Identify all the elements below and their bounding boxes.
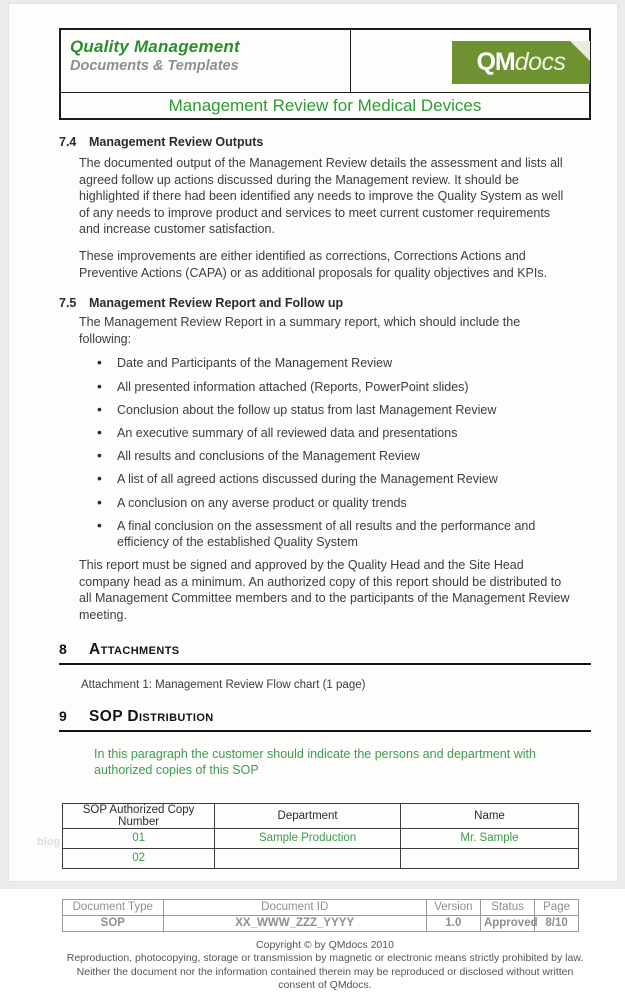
document-title: Management Review for Medical Devices <box>168 95 482 115</box>
table-header-row <box>63 803 579 828</box>
brand-cell <box>61 30 351 92</box>
logo-docs-text: docs <box>514 48 566 76</box>
bullet-list <box>59 355 591 550</box>
section-8-heading <box>59 641 591 665</box>
table-cell: 01 <box>63 828 215 848</box>
section-number: 7.5 <box>59 296 77 311</box>
table-header-row <box>63 899 579 915</box>
table-cell <box>215 848 401 868</box>
document-page <box>8 3 618 992</box>
column-header: SOP Authorized Copy Number <box>63 803 215 828</box>
column-header: Page <box>535 899 579 915</box>
paragraph: These improvements are either identified as corrections, Corrections Actions and Preventive Actions (CAPA) or as additional proposals for quality objectives and KPIs. <box>79 248 548 280</box>
section-title: Management Review Outputs <box>89 135 264 149</box>
legal-text: Reproduction, photocopying, storage or transmission by magnetic or electronic means strictly prohibited by law. Neither the document nor the information contained therein may be reproduced or disclosed without written consent of QMdocs. <box>66 952 584 992</box>
brand-subtitle: Documents & Templates <box>70 58 239 74</box>
list-item: • Date and Participants of the Management Review <box>117 355 571 371</box>
list-item: • An executive summary of all reviewed data and presentations <box>117 425 571 441</box>
section-title: SOP Distribution <box>89 707 214 725</box>
table-cell <box>400 848 578 868</box>
copyright-line: Copyright © by QMdocs 2010 <box>256 938 394 951</box>
table-cell: SOP <box>63 915 164 931</box>
column-header: Department <box>215 803 401 828</box>
paragraph: The documented output of the Management Review details the assessment and lists all agreed follow up actions discussed during the Management review. It should be highlighted if there had been identified any needs to improve the Quality System as well of any needs to improve product and services to meet current customer requirements and increase customer satisfaction. <box>79 156 564 237</box>
list-item: • A final conclusion on the assessment of all results and the performance and efficiency of the established Quality System <box>117 518 571 550</box>
section-number: 8 <box>59 640 67 657</box>
section-number: 9 <box>59 707 67 724</box>
table-cell: 1.0 <box>426 915 480 931</box>
copyright-block <box>59 939 591 993</box>
table-row <box>63 828 579 848</box>
list-item: • All presented information attached (Reports, PowerPoint slides) <box>117 379 571 395</box>
table-cell: Sample Production <box>215 828 401 848</box>
column-header: Status <box>480 899 534 915</box>
list-item: • Conclusion about the follow up status from last Management Review <box>117 402 571 418</box>
table-cell: XX_WWW_ZZZ_YYYY <box>163 915 426 931</box>
paragraph: The Management Review Report in a summary report, which should include the following: <box>79 315 521 346</box>
brand-title: Quality Management <box>70 37 240 56</box>
list-item: • All results and conclusions of the Management Review <box>117 448 571 464</box>
table-row <box>63 915 579 931</box>
sop-distribution-table <box>62 803 579 869</box>
customer-instruction-note: In this paragraph the customer should indicate the persons and department with authorized copies of this SOP <box>94 746 536 778</box>
section-7-4-heading <box>59 135 591 149</box>
folded-corner-icon <box>570 41 590 61</box>
section-number: 7.4 <box>59 135 77 149</box>
paragraph: This report must be signed and approved by the Quality Head and the Site Head company head as a minimum. An authorized copy of this report should be distributed to all Management Committee members and to the participants of the Management Review meeting. <box>79 558 570 622</box>
logo-qm-text: QM <box>476 48 515 76</box>
watermark-text: blog <box>37 836 61 848</box>
table-row <box>63 848 579 868</box>
attachment-reference: Attachment 1: Management Review Flow chart (1 page) <box>81 678 366 691</box>
logo-cell <box>351 30 589 92</box>
column-header: Version <box>426 899 480 915</box>
table-cell: 8/10 <box>535 915 579 931</box>
document-header <box>59 28 591 120</box>
section-title: Management Review Report and Follow up <box>89 296 344 311</box>
column-header: Document Type <box>63 899 164 915</box>
table-cell: Approved <box>480 915 534 931</box>
table-cell: 02 <box>63 848 215 868</box>
list-item: • A list of all agreed actions discussed during the Management Review <box>117 471 571 487</box>
column-header: Document ID <box>163 899 426 915</box>
list-item: • A conclusion on any averse product or quality trends <box>117 495 571 511</box>
document-info-table <box>62 899 579 932</box>
section-7-5-heading <box>59 296 591 310</box>
table-cell: Mr. Sample <box>400 828 578 848</box>
section-9-heading <box>59 708 591 732</box>
qmdocs-logo <box>452 41 590 84</box>
section-title: Attachments <box>89 640 180 658</box>
column-header: Name <box>400 803 578 828</box>
